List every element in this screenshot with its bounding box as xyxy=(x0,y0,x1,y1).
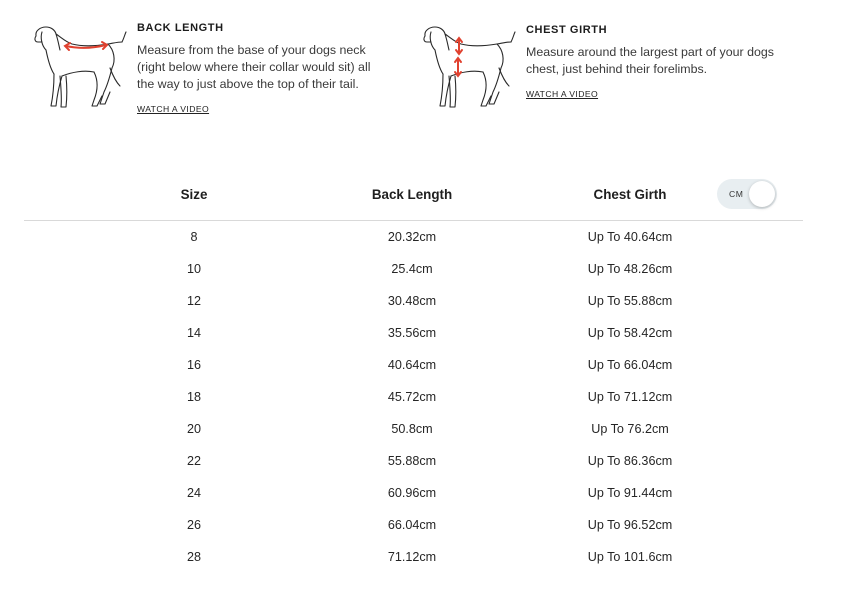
back-length-cell: 50.8cm xyxy=(391,422,433,436)
table-body xyxy=(24,221,803,573)
table-row xyxy=(24,349,803,381)
table-row xyxy=(24,445,803,477)
size-cell: 16 xyxy=(186,358,202,372)
chest-girth-cell: Up To 66.04cm xyxy=(587,358,673,372)
back-length-cell: 20.32cm xyxy=(387,230,437,244)
back-length-cell: 66.04cm xyxy=(387,518,437,532)
back-length-cell: 71.12cm xyxy=(387,550,437,564)
chest-girth-cell: Up To 48.26cm xyxy=(587,262,673,276)
chest-girth-guide xyxy=(421,22,801,114)
unit-toggle[interactable] xyxy=(717,179,777,209)
dog-chest-girth-icon xyxy=(421,22,516,114)
back-length-description: Measure from the base of your dogs neck (right below where their collar would sit) all the way to just above the top of their tail. xyxy=(137,43,371,91)
size-cell: 8 xyxy=(190,230,198,244)
toggle-knob xyxy=(749,181,775,207)
chest-girth-cell: Up To 55.88cm xyxy=(587,294,673,308)
size-cell: 18 xyxy=(186,390,202,404)
back-length-text xyxy=(137,20,389,117)
table-row xyxy=(24,221,803,253)
table-row xyxy=(24,477,803,509)
back-length-cell: 45.72cm xyxy=(387,390,437,404)
chest-girth-text xyxy=(526,22,796,114)
size-cell: 10 xyxy=(186,262,202,276)
size-cell: 26 xyxy=(186,518,202,532)
chest-girth-cell: Up To 101.6cm xyxy=(587,550,673,564)
chest-girth-cell: Up To 76.2cm xyxy=(591,422,669,436)
unit-toggle-label: CM xyxy=(729,189,744,199)
size-cell: 14 xyxy=(186,326,202,340)
back-length-cell: 35.56cm xyxy=(387,326,437,340)
table-header xyxy=(24,172,803,221)
back-length-cell: 55.88cm xyxy=(387,454,437,468)
chest-girth-description: Measure around the largest part of your dogs chest, just behind their forelimbs. xyxy=(526,45,774,76)
table-row xyxy=(24,509,803,541)
chest-girth-cell: Up To 71.12cm xyxy=(587,390,673,404)
chest-girth-column-header: Chest Girth xyxy=(593,187,667,202)
size-cell: 12 xyxy=(186,294,202,308)
back-length-column-header: Back Length xyxy=(371,187,453,202)
chest-girth-cell: Up To 91.44cm xyxy=(587,486,673,500)
chest-girth-cell: Up To 40.64cm xyxy=(587,230,673,244)
back-length-cell: 25.4cm xyxy=(391,262,433,276)
table-row xyxy=(24,381,803,413)
size-cell: 20 xyxy=(186,422,202,436)
back-length-guide xyxy=(32,20,392,117)
size-cell: 28 xyxy=(186,550,202,564)
table-row xyxy=(24,541,803,573)
back-length-watch-video-link[interactable]: WATCH A VIDEO xyxy=(137,104,210,114)
chest-girth-cell: Up To 58.42cm xyxy=(587,326,673,340)
table-row xyxy=(24,317,803,349)
size-cell: 22 xyxy=(186,454,202,468)
dog-back-length-icon xyxy=(32,20,127,112)
back-length-cell: 60.96cm xyxy=(387,486,437,500)
chest-girth-title: CHEST GIRTH xyxy=(526,24,608,36)
size-column-header: Size xyxy=(180,187,208,202)
back-length-title: BACK LENGTH xyxy=(137,22,224,34)
chest-girth-cell: Up To 96.52cm xyxy=(587,518,673,532)
size-cell: 24 xyxy=(186,486,202,500)
back-length-cell: 40.64cm xyxy=(387,358,437,372)
chest-girth-cell: Up To 86.36cm xyxy=(587,454,673,468)
size-table xyxy=(24,172,803,573)
chest-girth-watch-video-link[interactable]: WATCH A VIDEO xyxy=(526,89,599,99)
table-row xyxy=(24,285,803,317)
table-row xyxy=(24,413,803,445)
back-length-cell: 30.48cm xyxy=(387,294,437,308)
table-row xyxy=(24,253,803,285)
